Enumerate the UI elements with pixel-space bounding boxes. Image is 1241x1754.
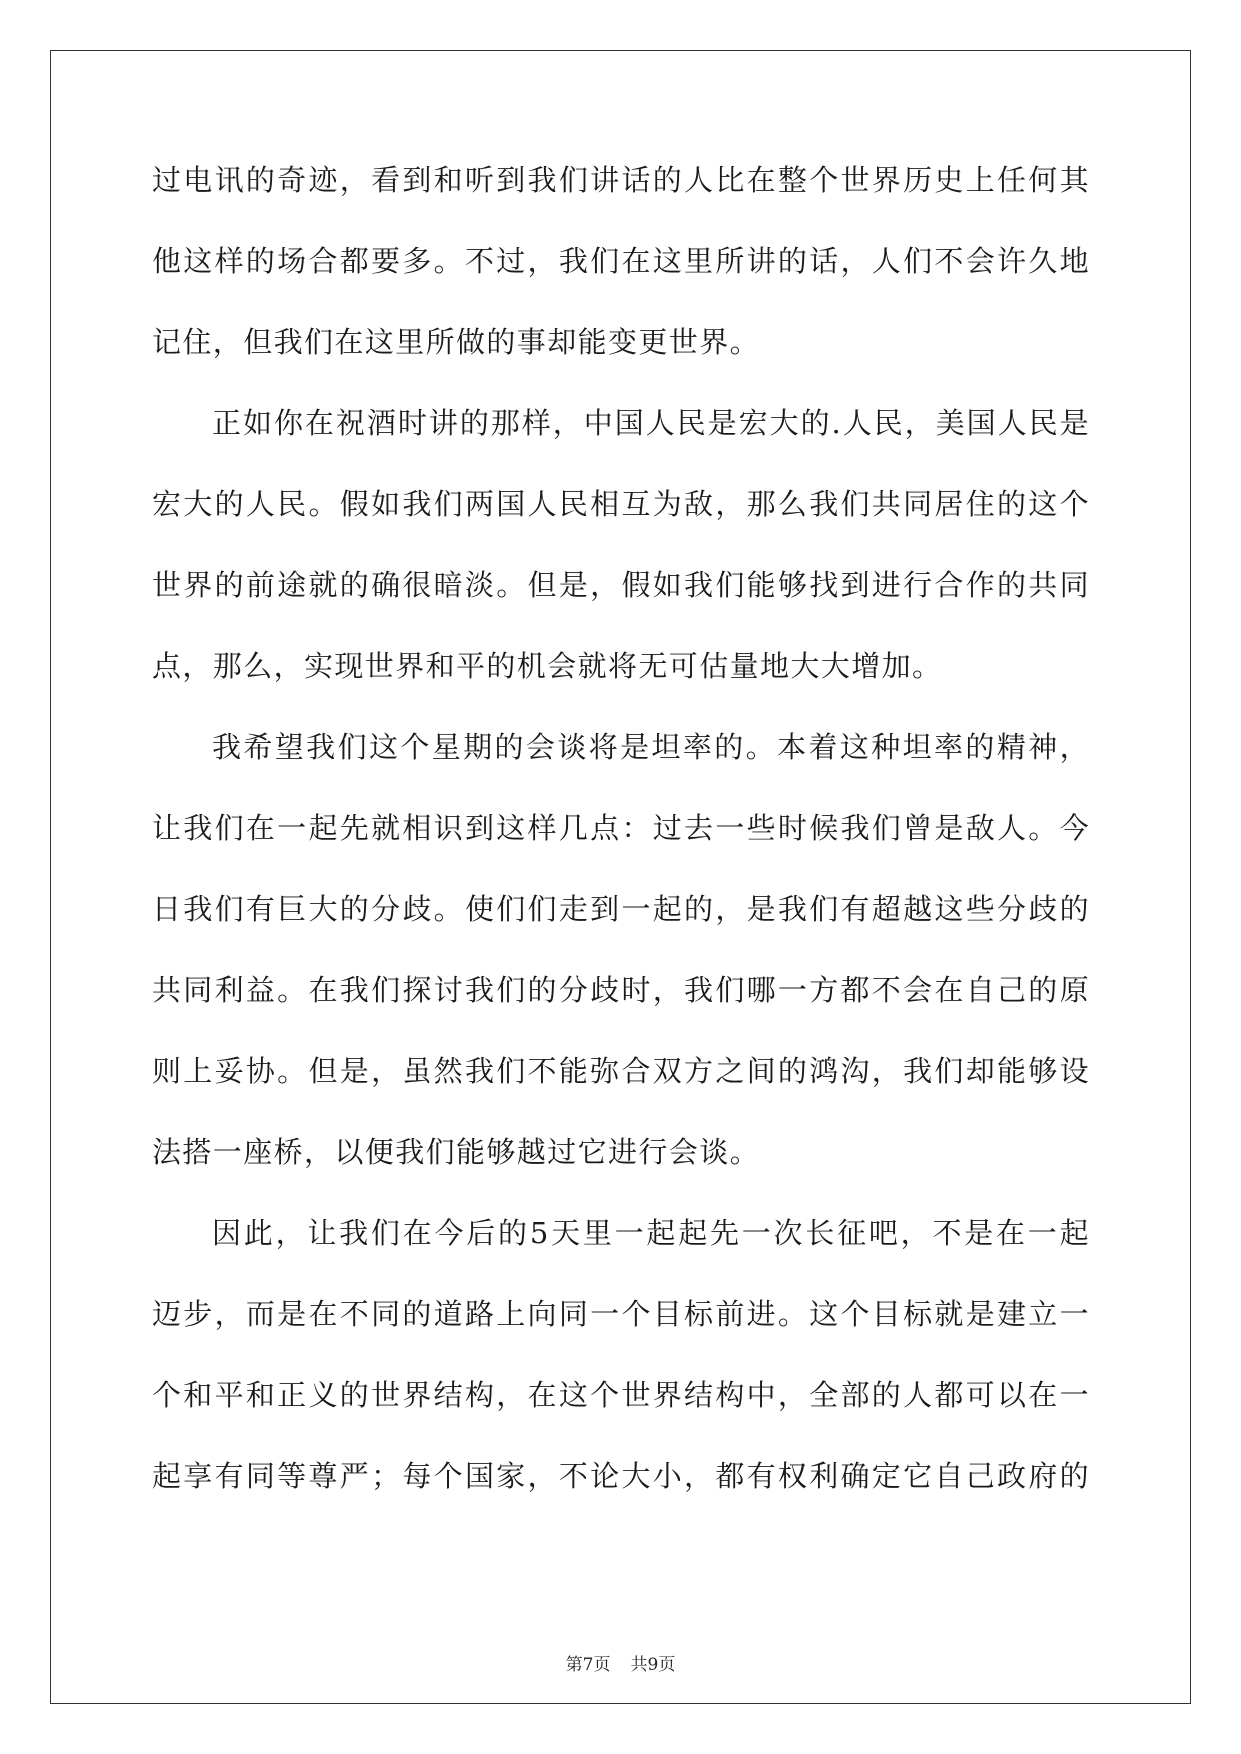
text-line: 点，那么，实现世界和平的机会就将无可估量地大大增加。 — [152, 649, 943, 683]
page-number: 第7页 — [565, 1655, 611, 1675]
text-line: 迈步，而是在不同的道路上向同一个目标前进。这个目标就是建立一 — [152, 1297, 1090, 1331]
text-line: 日我们有巨大的分歧。使们们走到一起的，是我们有超越这些分歧的 — [152, 892, 1090, 926]
text-line: 记住，但我们在这里所做的事却能变更世界。 — [152, 325, 761, 359]
text-line: 我希望我们这个星期的会谈将是坦率的。本着这种坦率的精神， — [212, 730, 1090, 764]
text-line: 共同利益。在我们探讨我们的分歧时，我们哪一方都不会在自己的原 — [152, 973, 1090, 1007]
text-line: 法搭一座桥，以便我们能够越过它进行会谈。 — [152, 1135, 761, 1169]
text-line: 起享有同等尊严；每个国家，不论大小，都有权利确定它自己政府的 — [152, 1459, 1090, 1493]
page-footer — [0, 1650, 1241, 1675]
text-line: 世界的前途就的确很暗淡。但是，假如我们能够找到进行合作的共同 — [152, 568, 1090, 602]
text-line: 则上妥协。但是，虽然我们不能弥合双方之间的鸿沟，我们却能够设 — [152, 1054, 1090, 1088]
text-line: 宏大的人民。假如我们两国人民相互为敌，那么我们共同居住的这个 — [152, 487, 1090, 521]
total-pages: 共9页 — [630, 1655, 676, 1675]
text-line: 让我们在一起先就相识到这样几点：过去一些时候我们曾是敌人。今 — [152, 811, 1090, 845]
text-line: 过电讯的奇迹，看到和听到我们讲话的人比在整个世界历史上任何其 — [152, 163, 1090, 197]
text-line: 他这样的场合都要多。不过，我们在这里所讲的话，人们不会许久地 — [152, 244, 1090, 278]
text-line: 因此，让我们在今后的5天里一起起先一次长征吧，不是在一起 — [212, 1216, 1090, 1250]
text-line: 个和平和正义的世界结构，在这个世界结构中，全部的人都可以在一 — [152, 1378, 1090, 1412]
document-body — [152, 160, 1090, 1537]
text-line: 正如你在祝酒时讲的那样，中国人民是宏大的.人民，美国人民是 — [212, 406, 1090, 440]
